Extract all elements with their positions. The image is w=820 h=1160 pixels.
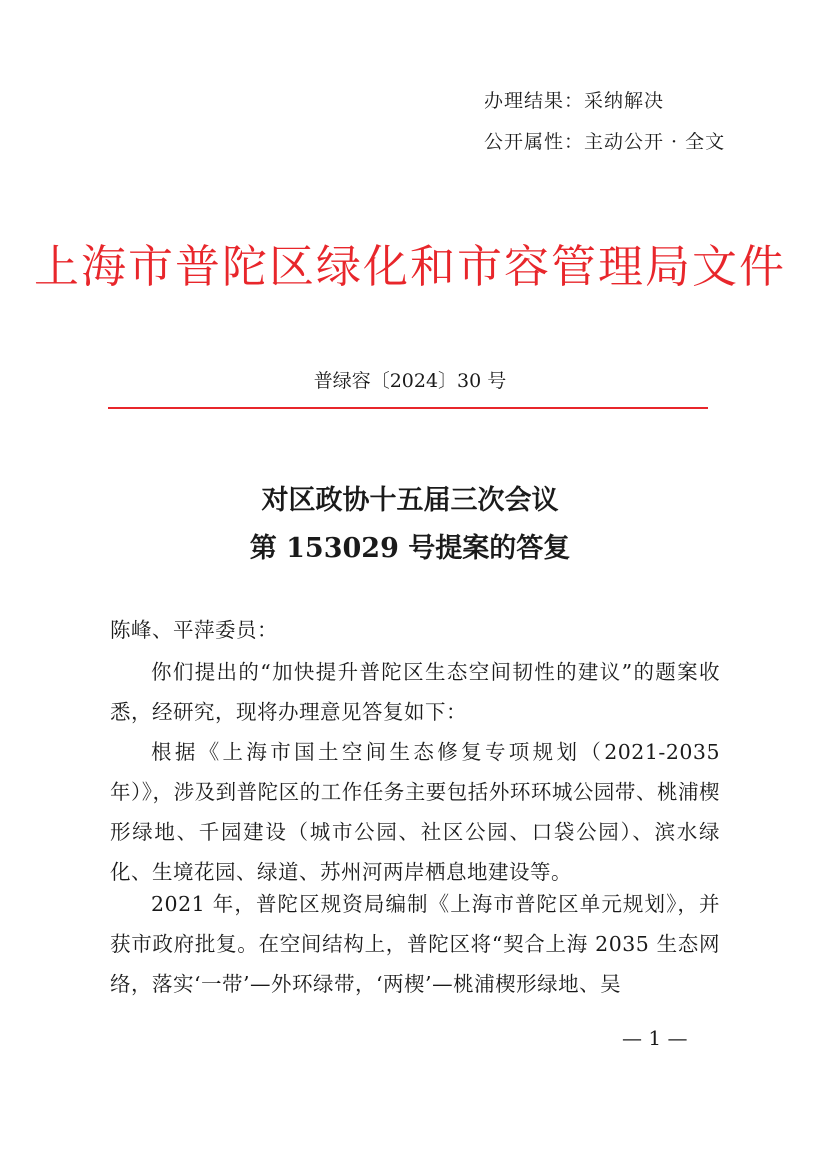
- red-divider-line: [108, 407, 708, 409]
- document-number: 普绿容〔2024〕30 号: [313, 370, 507, 392]
- body-paragraph-3: 2021 年，普陀区规资局编制《上海市普陀区单元规划》，并获市政府批复。在空间结构上，普陀区将“契合上海 2035 生态网络，落实‘一带’—外环绿带，‘两楔’—桃浦楔形绿地、吴: [110, 892, 720, 996]
- salutation: 陈峰、平萍委员：: [110, 618, 278, 642]
- body-paragraph-2: 根据《上海市国土空间生态修复专项规划（2021-2035 年）》，涉及到普陀区的工作任务主要包括外环环城公园带、桃浦楔形绿地、千园建设（城市公园、社区公园、口袋公园）、滨水绿化、生境花园、绿道、苏州河两岸栖息地建设等。: [110, 740, 720, 884]
- document-title-line-2: 第 153029 号提案的答复: [249, 533, 571, 564]
- document-title-line-1: 对区政协十五届三次会议: [261, 485, 559, 516]
- issuer-header-title: 上海市普陀区绿化和市容管理局文件: [33, 240, 786, 293]
- handling-result: 办理结果：采纳解决: [484, 90, 665, 112]
- page-number: — 1 —: [622, 1026, 688, 1050]
- body-paragraph-1: 你们提出的“加快提升普陀区生态空间韧性的建议”的题案收悉，经研究，现将办理意见答复如下：: [110, 660, 720, 724]
- disclosure-attribute: 公开属性：主动公开 · 全文: [484, 131, 726, 153]
